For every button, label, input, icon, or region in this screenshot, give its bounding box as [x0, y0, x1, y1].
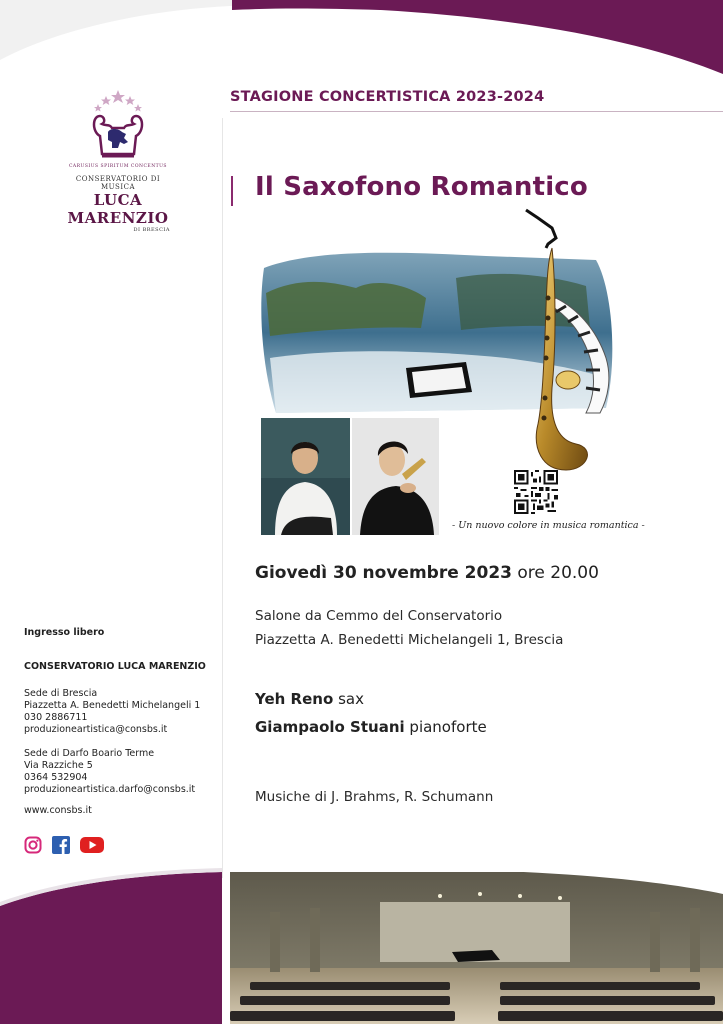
program: Musiche di J. Brahms, R. Schumann	[255, 789, 494, 805]
darfo-label: Sede di Darfo Boario Terme	[24, 748, 155, 759]
season-rule	[230, 111, 723, 112]
performer-2	[255, 718, 487, 736]
concert-title: Il Saxofono Romantico	[255, 172, 588, 202]
event-datetime	[255, 563, 599, 583]
event-date: Giovedì 30 novembre 2023	[255, 563, 512, 583]
logo-name: LUCA MARENZIO	[67, 191, 169, 227]
instagram-icon[interactable]	[24, 836, 42, 854]
website-link[interactable]: www.consbs.it	[24, 805, 92, 816]
event-time: ore 20.00	[517, 563, 599, 583]
youtube-icon[interactable]	[80, 836, 104, 854]
bottom-decorative-swoosh	[0, 866, 222, 1024]
logo-motto: CARUSIUS SPIRITUM CONCENTUS	[68, 164, 168, 169]
conservatory-logo	[58, 88, 178, 233]
performer-1-name: Yeh Reno	[255, 690, 334, 708]
darfo-phone: 0364 532904	[24, 772, 88, 783]
brescia-email[interactable]: produzioneartistica@consbs.it	[24, 724, 168, 735]
qr-code[interactable]	[514, 470, 558, 514]
darfo-contact	[24, 748, 195, 796]
lyre-emblem-icon	[58, 88, 178, 168]
brescia-phone: 030 2886711	[24, 712, 88, 723]
performer-2-name: Giampaolo Stuani	[255, 718, 405, 736]
performer-2-instrument: pianoforte	[409, 718, 487, 736]
darfo-email[interactable]: produzioneartistica.darfo@consbs.it	[24, 784, 196, 795]
venue-address: Piazzetta A. Benedetti Michelangeli 1, Brescia	[255, 632, 564, 648]
brescia-contact	[24, 688, 200, 736]
performer-photo-2	[352, 418, 439, 535]
column-divider	[222, 118, 223, 878]
grand-piano	[452, 950, 500, 962]
venue-name: Salone da Cemmo del Conservatorio	[255, 608, 503, 624]
performer-1	[255, 690, 364, 708]
performer-1-instrument: sax	[338, 690, 364, 708]
social-links	[24, 834, 109, 852]
title-accent-bar	[231, 176, 233, 206]
performer-photo-1	[261, 418, 350, 535]
brescia-address: Piazzetta A. Benedetti Michelangeli 1	[24, 700, 201, 711]
season-heading: STAGIONE CONCERTISTICA 2023-2024	[230, 89, 545, 105]
darfo-address: Via Razziche 5	[24, 760, 93, 771]
brescia-label: Sede di Brescia	[24, 688, 98, 699]
logo-city: DI BRESCIA	[133, 227, 170, 233]
logo-school-line: CONSERVATORIO DI MUSICA	[75, 175, 161, 191]
concert-hall-photo	[230, 872, 723, 1024]
entry-info: Ingresso libero	[24, 627, 105, 638]
facebook-icon[interactable]	[52, 836, 70, 854]
tagline: - Un nuovo colore in musica romantica -	[452, 520, 645, 531]
org-name: CONSERVATORIO LUCA MARENZIO	[24, 661, 206, 672]
